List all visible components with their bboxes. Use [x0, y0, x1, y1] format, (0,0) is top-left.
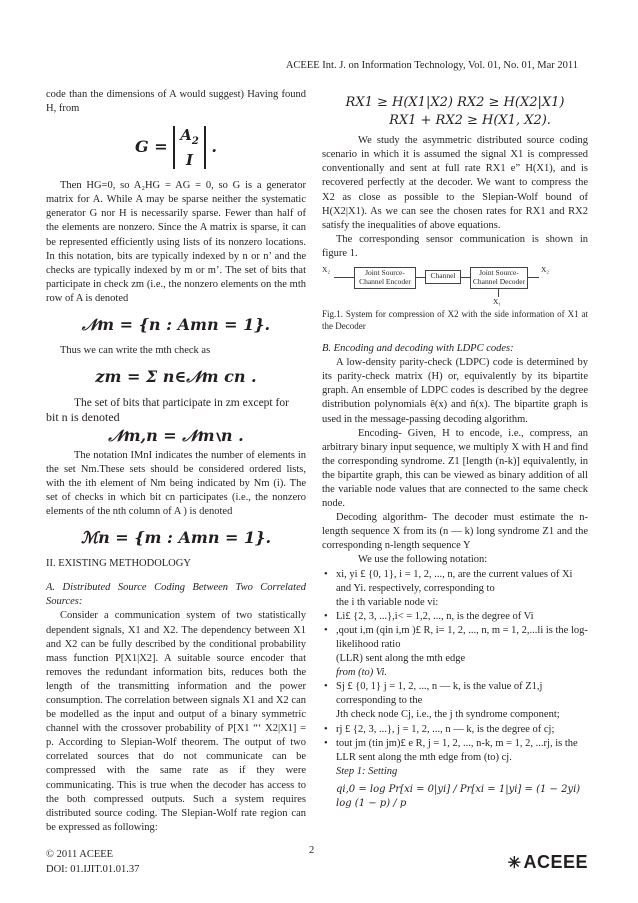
equation-mn: ℳn = {m : Amn = 1}. — [80, 528, 272, 548]
input-label: X₂ — [322, 265, 331, 275]
right-column — [322, 88, 588, 811]
decoder-box: Joint Source-Channel Decoder — [470, 267, 528, 289]
list-item-continuation: from (to) Vi. — [336, 667, 388, 679]
paragraph: Then HG=0, so A₂HG = AG = 0, so G is a generator matrix for A. While A may be sparse neither the systematic generator G nor H is necessarily sparse. Fewer than half of the elements are nonzero. Since the A matrix is sparse, it can be represented efficiently using lists of its nonzero locations. In this notation, bits are typically indexed by n or n’ and the checks are typically indexed by m or m’. The set of bits that participate in check zm (i.e., the nonzero elements on the mth row of A is denoted — [46, 180, 306, 304]
left-column — [46, 88, 306, 835]
paragraph: The notation IMnI indicates the number of elements in the set Nm.These sets should be considered ordered lists, with the ith element of Nm being indicated by Nm (i). The set of checks in which bit cn participates (i.e., the nonzero elements of the nth column of A ) is denoted — [46, 449, 306, 517]
paragraph: We study the asymmetric distributed source coding scenario in which it is assumed the signal X1 is compressed conventionally and sent at full rate RX1 e” H(X1), and is recovered perfectly at the decoder. We want to compress the X2 as close as possible to the Slepian-Wolf bound of H(X2|X1). As we can see the chosen rates for RX1 and RX2 satisfy the inequalities of above equations. — [322, 135, 588, 231]
list-item-continuation: the i th variable node vi: — [336, 596, 439, 608]
running-header: ACEEE Int. J. on Information Technology, Vol. 01, No. 01, Mar 2011 — [285, 60, 578, 71]
figure-caption: Fig.1. System for compression of X2 with the side information of X1 at the Decoder — [322, 309, 588, 331]
equation-g: $G = A_2$ I . — [135, 126, 217, 170]
doi: DOI: 01.IJIT.01.01.37 — [46, 864, 140, 875]
list-item-continuation: (LLR) sent along the mth edge — [336, 653, 466, 665]
section-heading: II. EXISTING METHODOLOGY — [46, 558, 191, 570]
list-item-continuation: Jth check node Cj, i.e., the j th syndrome component; — [336, 709, 560, 721]
arrow — [527, 277, 539, 278]
star-icon: ✳ — [507, 855, 522, 872]
copyright: © 2011 ACEEE — [46, 849, 114, 860]
subsection-heading: B. Encoding and decoding with LDPC codes: — [322, 343, 514, 355]
side-info-label: X₁ — [493, 297, 502, 307]
list-item: • Sj £ {0, 1} j = 1, 2, ..., n — k, is the value of Z1,j corresponding to the — [324, 681, 543, 707]
list-item: • xi, yi £ {0, 1}, i = 1, 2, ..., n, are the current values of Xi and Yi. respectively, corresponding to — [324, 568, 573, 594]
arrow — [460, 277, 470, 278]
equation-nmn: 𝒩m,n = 𝒩m∖n . — [108, 425, 244, 445]
output-label: X₂ — [541, 265, 550, 275]
encoder-box: Joint Source-Channel Encoder — [354, 267, 416, 289]
page-number: 2 — [309, 845, 315, 856]
list-item: • Li£ {2, 3, ...},i< = 1,2, ..., n, is the degree of Vi — [324, 610, 534, 622]
paragraph: bit n is denoted — [46, 410, 120, 425]
equation-llr: qi,0 = log Pr[xi = 0|yi] / Pr[xi = 1|yi] = (1 − 2yi) log (1 − p) / p — [336, 783, 581, 810]
paragraph: We use the following notation: — [358, 554, 488, 566]
list-item: • ,qout i,m (qin i,m )£ R, i= 1, 2, ..., n, m = 1, 2,...li is the log-likelihood ratio — [324, 624, 588, 650]
subsection-heading: A. Distributed Source Coding Between Two Correlated Sources: — [46, 582, 306, 608]
equation-rate1: RX1 ≥ H(X1|X2) RX2 ≥ H(X2|X1) — [345, 95, 565, 110]
figure-1-block-diagram — [322, 261, 588, 309]
paragraph: Encoding- Given, H to encode, i.e., compress, an arbitrary binary input sequence, we multiply X with H and find the corresponding syndrome. Z1 [length (n-k)] equivalently, in the bipartite graph, this can be viewed as binary addition of all the variable node values that are connected to the same check node. — [322, 427, 588, 510]
paragraph: Decoding algorithm- The decoder must estimate the n-length sequence X from its (n — k) long syndrome Z1 and the corresponding n-length sequence Y — [322, 512, 588, 552]
paragraph: The corresponding sensor communication is shown in figure 1. — [322, 233, 588, 259]
paragraph: Thus we can write the mth check as — [60, 345, 211, 357]
list-item: • tout jm (tin jm)£ e R, j = 1, 2, ..., n-k, m = 1, 2, ...rj, is the LLR sent along the mth edge from (to) cj. — [324, 737, 578, 763]
equation-rate2: RX1 + RX2 ≥ H(X1, X2). — [389, 113, 551, 129]
list-item: • rj £ {2, 3, ...}, j = 1, 2, ..., n — k, is the degree of cj; — [324, 723, 555, 735]
paragraph: Consider a communication system of two statistically dependent signals, X1 and X2. The dependency between X1 and X2 can be fully described by the conditional probability mass function P[X1|X2]. A suitable source encoder that removes the redundant information bits, reduces both the length of the transmitting information and the power consumption. The correlation between signals X1 and X2 can be modelled as the input and output of a binary symmetric channel with the crossover probability of P[X1 “‘ X2|X1] = p. According to Slepian-Wolf theorem. The output of two correlated sources that do not communicate can be compressed with the same rate as if they were communicating. This is true when the decoder has access to the both compressed outputs. Such a system requires distributed source coding. The Slepian-Wolf rate region can be expressed as following: — [46, 610, 306, 833]
footer — [46, 847, 139, 877]
equation-zm: zm = Σ n∈𝒩m cn . — [95, 367, 257, 387]
arrow — [415, 277, 425, 278]
equation-nm: 𝒩m = {n : Amn = 1}. — [81, 315, 271, 335]
step-label: Step 1: Setting — [336, 765, 398, 777]
channel-box: Channel — [425, 270, 461, 284]
arrow — [334, 277, 354, 278]
paragraph: code than the dimensions of A would suggest) Having found H, from — [46, 89, 306, 115]
paragraph: A low-density parity-check (LDPC) code is determined by its parity-check matrix (H) or, equivalently by its bipartite graph. An ensemble of LDPC codes is described by the degree distribution polynomials ê(x) and ñ(x). The bipartite graph is used in the message-passing decoding algorithm. — [322, 357, 588, 425]
paragraph: The set of bits that participate in zm except for — [74, 397, 289, 410]
publisher-logo: ✳ ACEEE — [507, 852, 588, 872]
